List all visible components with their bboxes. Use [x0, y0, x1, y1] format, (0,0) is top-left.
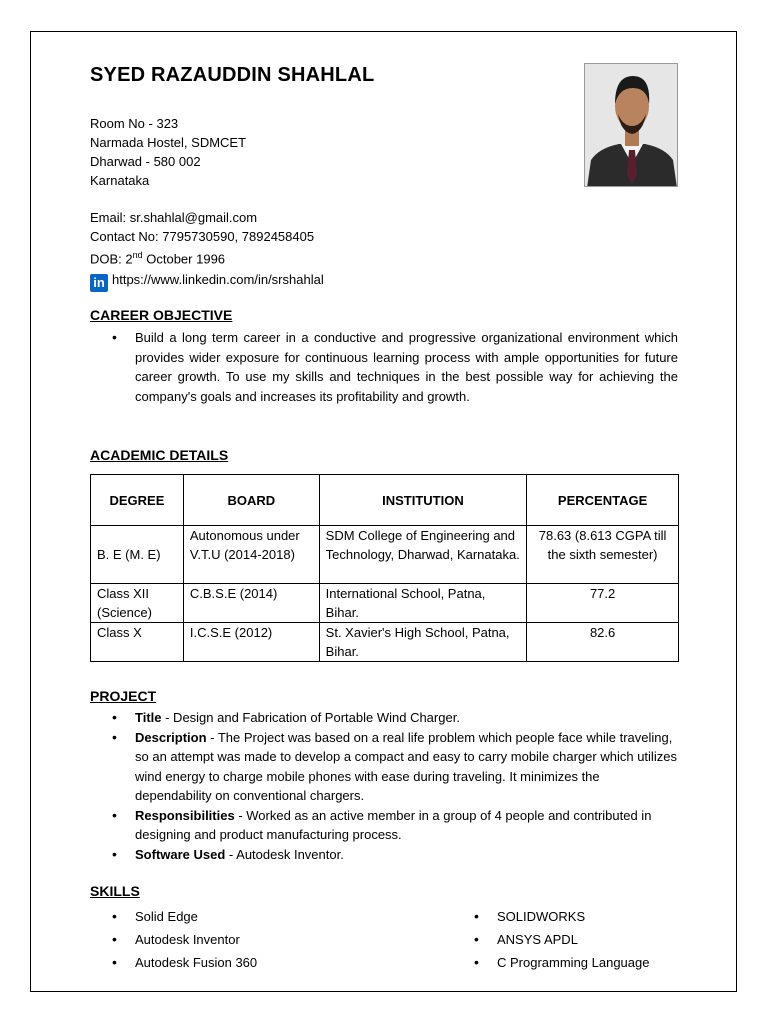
skills-list-left — [90, 905, 257, 974]
column-header-institution: INSTITUTION — [319, 475, 527, 526]
linkedin-line[interactable] — [90, 270, 324, 292]
career-objective-list — [90, 328, 678, 406]
list-item — [90, 728, 678, 806]
skills-list-right — [452, 905, 649, 974]
column-header-degree: DEGREE — [91, 475, 184, 526]
linkedin-icon[interactable]: in — [90, 274, 108, 292]
candidate-name: SYED RAZAUDDIN SHAHLAL — [90, 64, 375, 86]
table-row — [91, 584, 679, 623]
contact-block — [90, 208, 324, 292]
list-item: • C Programming Language — [452, 951, 649, 974]
profile-photo-illustration — [585, 64, 678, 187]
academic-table — [90, 474, 679, 662]
list-item — [90, 845, 678, 865]
profile-photo — [584, 63, 678, 187]
column-header-percentage: PERCENTAGE — [527, 475, 679, 526]
career-objective-heading: CAREER OBJECTIVE — [90, 307, 233, 323]
board-cell: I.C.S.E (2012) — [183, 623, 319, 662]
linkedin-link[interactable]: https://www.linkedin.com/in/srshahlal — [112, 272, 324, 288]
list-item: • ANSYS APDL — [452, 928, 649, 951]
table-row — [91, 623, 679, 662]
skills-heading: SKILLS — [90, 883, 140, 899]
percentage-cell: 78.63 (8.613 CGPA till the sixth semester) — [527, 526, 679, 584]
dob-prefix: DOB: 2 — [90, 251, 133, 267]
project-item-label: Title — [135, 710, 162, 725]
board-cell: Autonomous under V.T.U (2014-2018) — [183, 526, 319, 584]
dob-suffix: October 1996 — [142, 251, 226, 267]
percentage-cell: 77.2 — [527, 584, 679, 623]
degree-cell: Class X — [91, 623, 184, 662]
list-item: • Autodesk Inventor — [90, 928, 257, 951]
project-item-label: Software Used — [135, 846, 226, 862]
table-row — [91, 526, 679, 584]
list-item: • Autodesk Fusion 360 — [90, 951, 257, 974]
list-item: • Solid Edge — [90, 905, 257, 928]
institution-cell: SDM College of Engineering and Technology, Dharwad, Karnataka. — [319, 526, 527, 584]
phone-line: Contact No: 7795730590, 7892458405 — [90, 229, 315, 244]
project-item-text: - Autodesk Inventor. — [225, 846, 344, 862]
project-list — [90, 708, 678, 864]
address-block — [90, 114, 246, 190]
institution-cell: St. Xavier's High School, Patna, Bihar. — [319, 623, 527, 662]
column-header-board: BOARD — [183, 475, 319, 526]
board-cell: C.B.S.E (2014) — [183, 584, 319, 623]
dob-line — [90, 246, 324, 268]
degree-cell: B. E (M. E) — [91, 526, 184, 584]
address-line: Room No - 323 — [90, 116, 179, 131]
institution-cell: International School, Patna, Bihar. — [319, 584, 527, 623]
career-objective-text: • Build a long term career in a conductive and progressive organizational environment which provides wider exposure for continuous learning process with ample opportunities for future career growth. To use my skills and techniques in the best possible way for achieving the company's goals and increases its profitability and growth. — [90, 328, 678, 406]
project-item-text: - Worked as an active member in a group of 4 people and contributed in designing and product manufacturing process. — [135, 807, 652, 842]
list-item — [90, 708, 678, 728]
email-line[interactable]: Email: sr.shahlal@gmail.com — [90, 210, 258, 225]
academic-details-heading: ACADEMIC DETAILS — [90, 447, 229, 463]
percentage-cell: 82.6 — [527, 623, 679, 662]
project-item-label: Responsibilities — [135, 807, 235, 823]
project-item-text: - The Project was based on a real life problem which people face while traveling, so an attempt was made to develop a compact and easy to carry mobile charger which utilizes wind energy to charge mobile phones with ease during traveling. It minimizes the dependability on conventional chargers. — [135, 729, 677, 803]
list-item — [90, 806, 678, 845]
list-item: • SOLIDWORKS — [452, 905, 649, 928]
address-line: Narmada Hostel, SDMCET — [90, 135, 247, 150]
address-line: Karnataka — [90, 173, 150, 188]
address-line: Dharwad - 580 002 — [90, 154, 201, 169]
project-item-label: Description — [135, 729, 207, 745]
dob-superscript: nd — [132, 250, 143, 260]
project-item-text: - Design and Fabrication of Portable Wind Charger. — [161, 710, 460, 725]
project-heading: PROJECT — [90, 688, 157, 704]
degree-cell: Class XII (Science) — [91, 584, 184, 623]
table-header-row — [91, 475, 679, 526]
